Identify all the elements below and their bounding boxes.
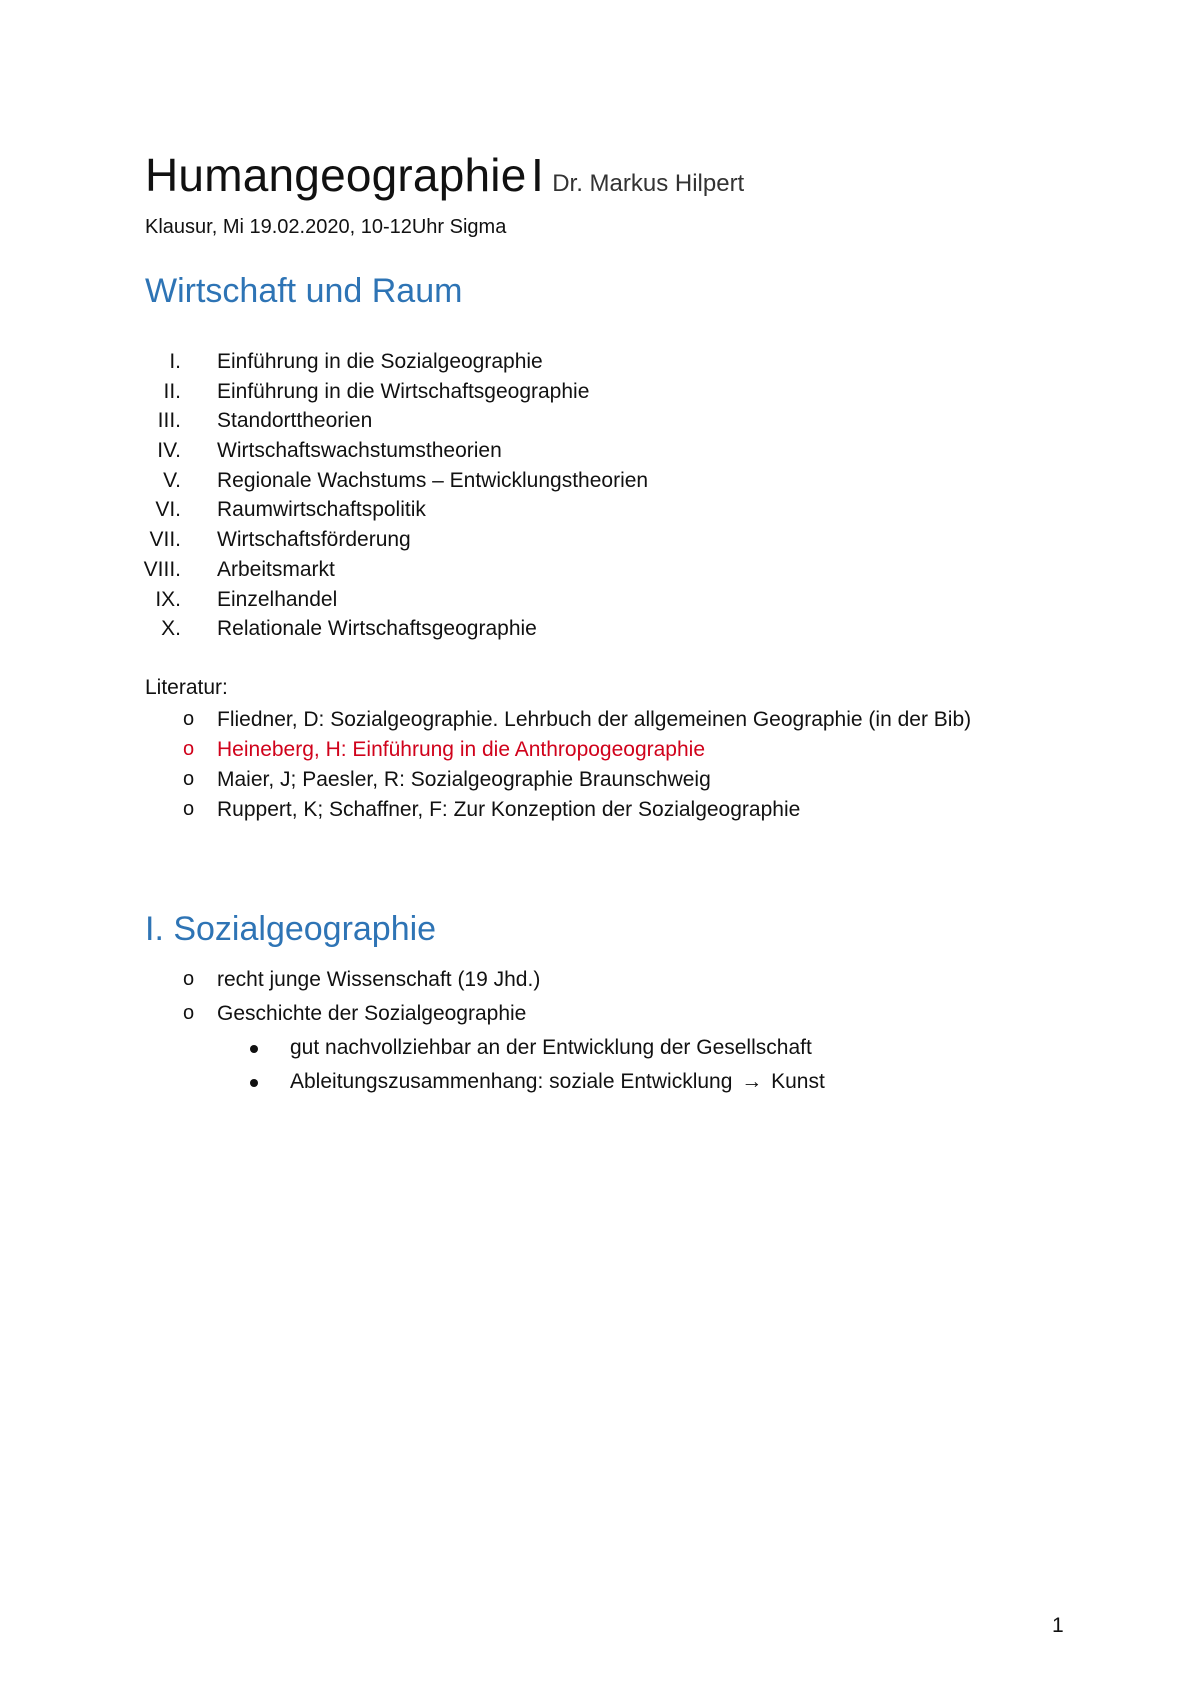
topic-text: Einführung in die Wirtschaftsgeographie <box>217 379 590 403</box>
list-marker: o <box>183 768 195 790</box>
topic-text: Relationale Wirtschaftsgeographie <box>217 617 537 641</box>
exam-info: Klausur, Mi 19.02.2020, 10-12Uhr Sigma <box>145 216 507 238</box>
topic-text: Wirtschaftsförderung <box>217 528 411 552</box>
subpoint-text-after: Kunst <box>771 1070 825 1093</box>
topic-number: VII. <box>149 528 181 552</box>
literature-text: Fliedner, D: Sozialgeographie. Lehrbuch der allgemeinen Geographie (in der Bib) <box>217 708 972 731</box>
topic-text: Regionale Wachstums – Entwicklungstheorien <box>217 468 649 492</box>
title-author: Dr. Markus Hilpert <box>552 170 745 197</box>
topic-number: V. <box>163 468 181 492</box>
subpoint-text: gut nachvollziehbar an der Entwicklung der Gesellschaft <box>290 1036 812 1059</box>
point-text: recht junge Wissenschaft (19 Jhd.) <box>217 968 541 991</box>
document-title <box>145 148 744 202</box>
literature-label: Literatur: <box>145 676 228 699</box>
list-marker: o <box>183 738 195 760</box>
topic-number: I. <box>169 350 181 373</box>
literature-text: Heineberg, H: Einführung in die Anthropogeographie <box>217 738 706 761</box>
bullet-icon <box>250 1079 258 1087</box>
list-marker: o <box>183 708 195 730</box>
section-heading-wirtschaft: Wirtschaft und Raum <box>145 272 463 310</box>
topic-number: VI. <box>155 498 181 522</box>
title-separator: I <box>530 149 544 201</box>
topic-text: Einzelhandel <box>217 587 338 611</box>
list-marker: o <box>183 1002 195 1024</box>
arrow-right-icon: → <box>741 1070 763 1093</box>
subpoint-text <box>290 1070 825 1094</box>
topic-text: Raumwirtschaftspolitik <box>217 498 426 522</box>
topic-text: Arbeitsmarkt <box>217 557 335 581</box>
topic-number: X. <box>161 617 181 641</box>
point-text: Geschichte der Sozialgeographie <box>217 1002 527 1025</box>
list-marker: o <box>183 798 195 820</box>
section-heading-sozialgeographie: I. Sozialgeographie <box>145 910 437 948</box>
list-marker: o <box>183 968 195 990</box>
bullet-icon <box>250 1045 258 1053</box>
page-number: 1 <box>1052 1614 1064 1637</box>
topic-number: VIII. <box>143 557 181 581</box>
topic-text: Wirtschaftswachstumstheorien <box>217 439 502 463</box>
literature-text: Ruppert, K; Schaffner, F: Zur Konzeption der Sozialgeographie <box>217 798 801 821</box>
topic-text: Standorttheorien <box>217 409 373 433</box>
topic-text: Einführung in die Sozialgeographie <box>217 350 543 373</box>
topic-number: II. <box>163 379 181 403</box>
topic-number: IX. <box>155 587 181 611</box>
topic-number: III. <box>157 409 181 433</box>
topic-number: IV. <box>157 439 181 463</box>
literature-text: Maier, J; Paesler, R: Sozialgeographie Braunschweig <box>217 768 711 791</box>
title-main: Humangeographie <box>145 149 527 201</box>
subpoint-text-before: Ableitungszusammenhang: soziale Entwicklung <box>290 1070 733 1093</box>
